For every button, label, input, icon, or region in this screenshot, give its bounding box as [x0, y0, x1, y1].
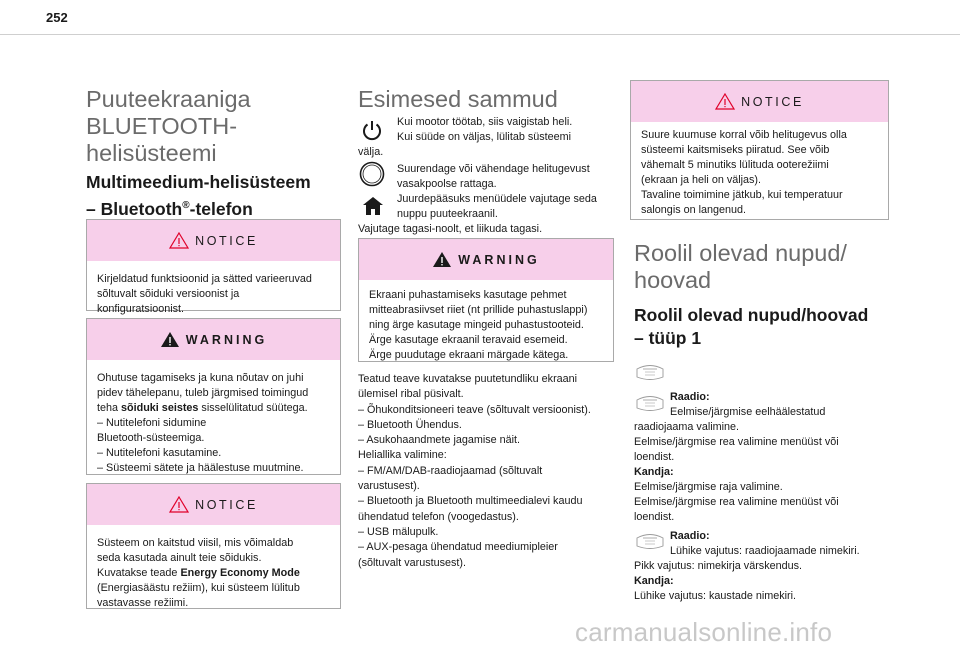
notice-box-2: [86, 483, 341, 609]
section-title-line: Roolil olevad nupud/hoovad: [634, 305, 869, 325]
page-number: 252: [46, 10, 68, 25]
notice-label: NOTICE: [195, 497, 258, 512]
warning-triangle-outline-icon: [169, 496, 189, 513]
warning-triangle-filled-icon: [432, 251, 452, 268]
warning-triangle-outline-icon: [169, 232, 189, 249]
warning-body: Ohutuse tagamiseks ja kuna nõutav on juhi pidev tähelepanu, tuleb järgmised toimingud teha sõiduki seistes sisselülitatud süütega. – Nutitelefoni sidumine Bluetooth-süsteemiga. – Nutitelefoni kasutamine. – Süsteemi sätete ja häälestuse muutmine.: [97, 372, 309, 474]
notice-label: NOTICE: [195, 233, 258, 248]
radio-line-1: Eelmise/järgmise eelhäälestatud: [670, 406, 826, 418]
notice-header: [87, 484, 340, 525]
back-description: Vajutage tagasi-noolt, et liikuda tagasi.: [358, 223, 543, 235]
chapter-title-bluetooth: [86, 86, 251, 167]
chapter-title-line: Roolil olevad nupud/: [634, 240, 847, 266]
chapter-title-steering-controls: [634, 240, 847, 294]
warning-box-2: [358, 238, 614, 362]
notice-body: Suure kuumuse korral võib helitugevus olla süsteemi kaitsmiseks piiratud. See võib vähemalt 5 minutiks lülituda ooterežiimi (ekraan ja heli on väljas). Tavaline toimimine jätkub, kui temperatuur salongis on langenud.: [641, 129, 847, 216]
warning-body: Ekraani puhastamiseks kasutage pehmet mitteabrasiivset riiet (nt prillide puhastuslappi) ning ärge kasutage mingeid puhastustooteid. Ärge kasutage ekraanil teravaid esemeid. Ärge puudutage ekraani märgade kätega.: [369, 289, 588, 361]
home-icon: [362, 196, 384, 216]
notice-header: [631, 81, 888, 122]
power-description: Kui mootor töötab, siis vaigistab heli. Kui süüde on väljas, lülitab süsteemi: [397, 116, 573, 143]
chapter-title-line: hoovad: [634, 267, 712, 293]
warning-header: [359, 239, 613, 280]
section-title-steering-type1: [634, 304, 868, 350]
notice-box-1: [86, 219, 341, 315]
home-description: Juurdepääsuks menüüdele vajutage seda nuppu puuteekraanil.: [397, 193, 597, 220]
chapter-title-line: BLUETOOTH-: [86, 113, 238, 139]
watermark: carmanualsonline.info: [575, 617, 833, 647]
steering-control-icon: [634, 392, 666, 414]
notice-body: Kirjeldatud funktsioonid ja sätted varieeruvad sõltuvalt sõiduki versioonist ja konfiguratsioonist.: [97, 273, 312, 315]
warning-triangle-outline-icon: [715, 93, 735, 110]
chapter-title-line: helisüsteemi: [86, 140, 217, 166]
warning-label: WARNING: [458, 252, 540, 267]
radio-label-2: Raadio:: [670, 530, 710, 542]
section-title-line: – Bluetooth®-telefon: [86, 198, 253, 219]
top-divider: [0, 34, 960, 35]
notice-label: NOTICE: [741, 94, 804, 109]
radio-block-2: Pikk vajutus: nimekirja värskendus. Kandja: Lühike vajutus: kaustade nimekiri.: [634, 560, 803, 602]
steering-control-icon: [634, 361, 666, 383]
power-icon: [361, 119, 383, 141]
info-text-block: Teatud teave kuvatakse puutetundliku ekraani ülemisel ribal püsivalt. – Õhukonditsioneeri teave (sõltuvalt versioonist). – Bluetooth Ühendus. – Asukohaandmete jagamise näit. Heliallika valimine: – FM/AM/DAB-raadiojaamad (sõltuvalt varustusest). – Bluetooth ja Bluetooth multimeedialevi kaudu ühendatud telefon (voogedastus). – USB mälupulk. – AUX-pesaga ühendatud meediumipleier (sõltuvalt varustusest).: [358, 373, 591, 569]
section-title-line: – tüüp 1: [634, 328, 702, 348]
knob-description: Suurendage või vähendage helitugevust vasakpoolse rattaga.: [397, 163, 590, 190]
section-title-multimedia: [86, 171, 311, 221]
chapter-title-line: Puuteekraaniga: [86, 86, 251, 112]
warning-label: WARNING: [185, 332, 268, 347]
power-description-cont: välja.: [358, 146, 384, 158]
notice-box-3: [630, 80, 889, 220]
steering-control-icon: [634, 530, 666, 552]
radio-block-1: raadiojaama valimine. Eelmise/järgmise rea valimine menüüst või loendist. Kandja: Eelmise/järgmise raja valimine. Eelmise/järgmise rea valimine menüüst või loendist.: [634, 421, 839, 523]
chapter-title-first-steps: Esimesed sammud: [358, 86, 558, 112]
warning-triangle-filled-icon: [160, 331, 180, 348]
notice-body: Süsteem on kaitstud viisil, mis võimaldab seda kasutada ainult teie sõidukis. Kuvatakse teade Energy Economy Mode (Energiasäästu režiim), kui süsteem lülitub vastavasse režiimi.: [97, 537, 300, 609]
section-title-line: Multimeedium-helisüsteem: [86, 172, 311, 192]
warning-header: [87, 319, 340, 360]
notice-header: [87, 220, 340, 261]
warning-box-1: [86, 318, 341, 475]
radio-label-1: Raadio:: [670, 391, 710, 403]
radio-line-2: Lühike vajutus: raadiojaamade nimekiri.: [670, 545, 860, 557]
volume-knob-icon: [359, 161, 385, 187]
